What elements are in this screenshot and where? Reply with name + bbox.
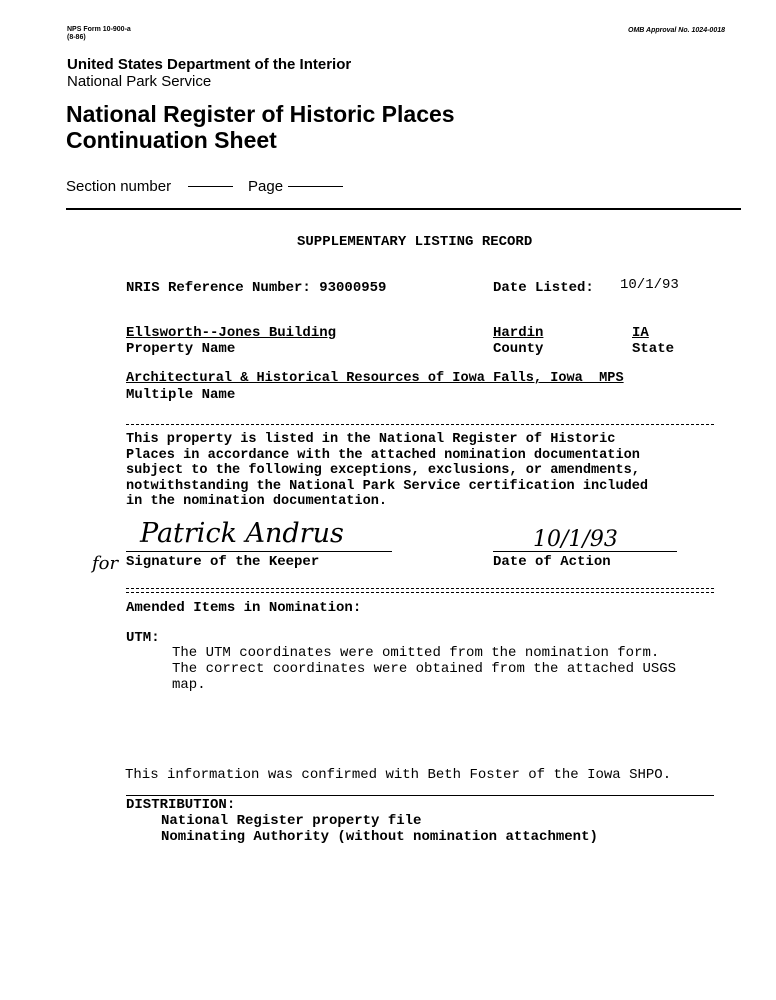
date-listed-label: Date Listed: [493,280,594,296]
section-number-blank [188,186,233,187]
multiple-name-value: Architectural & Historical Resources of Iowa Falls, Iowa MPS [126,371,624,386]
date-listed-value: 10/1/93 [620,277,679,293]
for-annotation: for [92,553,119,574]
header-divider [66,208,741,210]
amended-items-heading: Amended Items in Nomination: [126,600,362,616]
signature-label: Signature of the Keeper [126,554,320,570]
page-title: National Register of Historic Places [66,101,455,127]
multiple-name-label: Multiple Name [126,387,236,403]
keeper-signature: Patrick Andrus [140,518,344,549]
utm-text: The UTM coordinates were omitted from the nomination form. The correct coordinates were obtained from the attached USGS map. [172,645,677,693]
property-name-value: Ellsworth--Jones Building [126,325,337,341]
department-name: United States Department of the Interior [67,56,352,73]
agency-name: National Park Service [67,73,212,90]
listing-statement: This property is listed in the National Register of Historic Places in accordance with the attached nomination documentation subject to the following exceptions, exclusions, or amendments, notwithstanding the National Park Service certification included in the nomination documentation. [126,432,649,509]
state-label: State [632,341,675,357]
form-number [67,26,131,42]
record-heading: SUPPLEMENTARY LISTING RECORD [297,234,533,250]
date-of-action-handwritten: 10/1/93 [533,527,618,552]
date-of-action-label: Date of Action [493,554,611,570]
utm-label: UTM: [126,630,160,646]
dashed-divider [126,424,714,425]
form-number-text: NPS Form 10-900-a [67,26,131,33]
date-of-action-line [493,551,677,552]
nris-reference: NRIS Reference Number: 93000959 [126,280,387,296]
double-dashed-divider [126,588,714,593]
distribution-divider [126,795,714,796]
page-number-blank [288,186,343,187]
distribution-item-1: National Register property file [161,813,422,829]
distribution-item-2: Nominating Authority (without nomination attachment) [161,829,598,845]
section-number-label: Section number [66,178,172,195]
state-value: IA [632,325,649,341]
property-name-label: Property Name [126,341,236,357]
distribution-label: DISTRIBUTION: [126,797,236,813]
confirmation-text: This information was confirmed with Beth Foster of the Iowa SHPO. [125,767,672,783]
omb-approval: OMB Approval No. 1024-0018 [628,27,725,34]
form-date-text: (8-86) [67,34,86,41]
county-value: Hardin [493,325,544,341]
county-label: County [493,341,544,357]
page-subtitle: Continuation Sheet [66,127,277,153]
page-label: Page [248,178,284,195]
signature-line [126,551,392,552]
